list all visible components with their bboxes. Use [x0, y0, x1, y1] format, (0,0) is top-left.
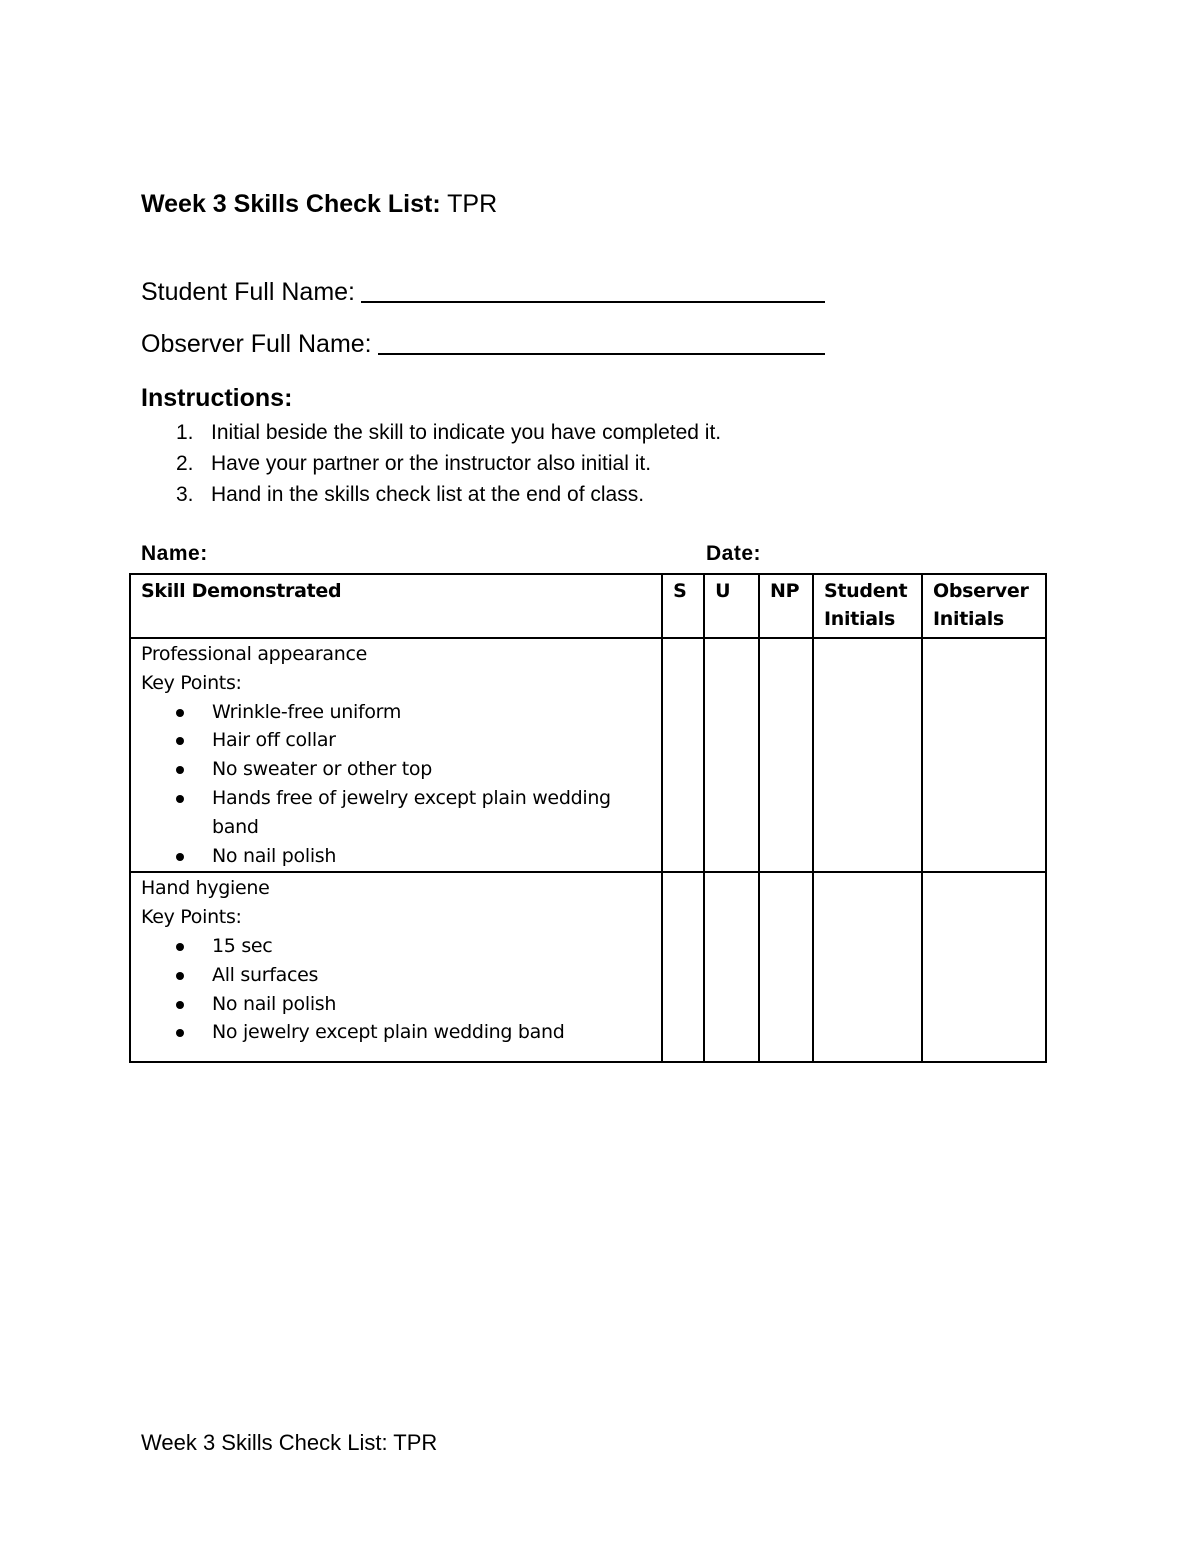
student-name-label: Student Full Name:: [141, 278, 355, 306]
instructions-list: [141, 419, 721, 512]
header-u: U: [704, 574, 759, 638]
key-points-list: [141, 698, 651, 871]
instruction-number: 3.: [176, 483, 194, 506]
instruction-item: [141, 419, 721, 450]
page-title-bold: Week 3 Skills Check List:: [141, 190, 441, 218]
observer-name-label: Observer Full Name:: [141, 330, 372, 358]
page-title-subject: TPR: [440, 190, 498, 218]
name-label: Name:: [141, 542, 208, 565]
instruction-item: [141, 450, 721, 481]
key-points-label: Key Points:: [141, 671, 242, 694]
np-check-cell[interactable]: [759, 638, 813, 872]
student-name-line[interactable]: [361, 301, 825, 303]
observer-initials-cell[interactable]: [922, 638, 1046, 872]
skill-name: Professional appearance: [141, 643, 368, 665]
key-point: Hands free of jewelry except plain wedding band: [141, 784, 651, 842]
key-point: Hair off collar: [141, 726, 651, 755]
key-points-list: [141, 932, 651, 1047]
observer-initials-cell[interactable]: [922, 872, 1046, 1062]
instruction-item: [141, 481, 721, 512]
skill-cell: [130, 872, 662, 1062]
date-label: Date:: [706, 542, 762, 565]
instruction-number: 1.: [176, 421, 194, 444]
key-point: No jewelry except plain wedding band: [141, 1018, 651, 1047]
page-footer: Week 3 Skills Check List: TPR: [141, 1430, 438, 1455]
header-observer-initials: Observer Initials: [922, 574, 1046, 638]
table-header-row: [130, 574, 1046, 638]
u-check-cell[interactable]: [704, 872, 759, 1062]
key-point: No nail polish: [141, 842, 651, 871]
header-s: S: [662, 574, 704, 638]
key-point: Wrinkle-free uniform: [141, 698, 651, 727]
instruction-text: Hand in the skills check list at the end of class.: [211, 483, 645, 506]
table-row: [130, 872, 1046, 1062]
skill-cell: [130, 638, 662, 872]
instruction-text: Initial beside the skill to indicate you have completed it.: [211, 421, 722, 444]
student-initials-cell[interactable]: [813, 872, 922, 1062]
np-check-cell[interactable]: [759, 872, 813, 1062]
instruction-number: 2.: [176, 452, 194, 475]
key-point: 15 sec: [141, 932, 651, 961]
u-check-cell[interactable]: [704, 638, 759, 872]
s-check-cell[interactable]: [662, 872, 704, 1062]
skills-checklist-table: [129, 573, 1047, 1063]
student-initials-cell[interactable]: [813, 638, 922, 872]
key-point: No sweater or other top: [141, 755, 651, 784]
page-title: [141, 190, 497, 219]
s-check-cell[interactable]: [662, 638, 704, 872]
instructions-heading: Instructions:: [141, 384, 293, 412]
observer-name-row: [141, 330, 825, 359]
key-point: All surfaces: [141, 961, 651, 990]
student-name-row: [141, 278, 825, 307]
key-point: No nail polish: [141, 990, 651, 1019]
observer-name-line[interactable]: [378, 353, 825, 355]
table-row: [130, 638, 1046, 872]
skill-name: Hand hygiene: [141, 877, 270, 900]
header-skill-demonstrated: Skill Demonstrated: [130, 574, 662, 638]
instruction-text: Have your partner or the instructor also initial it.: [211, 452, 652, 475]
header-student-initials: Student Initials: [813, 574, 922, 638]
header-np: NP: [759, 574, 813, 638]
key-points-label: Key Points:: [141, 906, 242, 929]
